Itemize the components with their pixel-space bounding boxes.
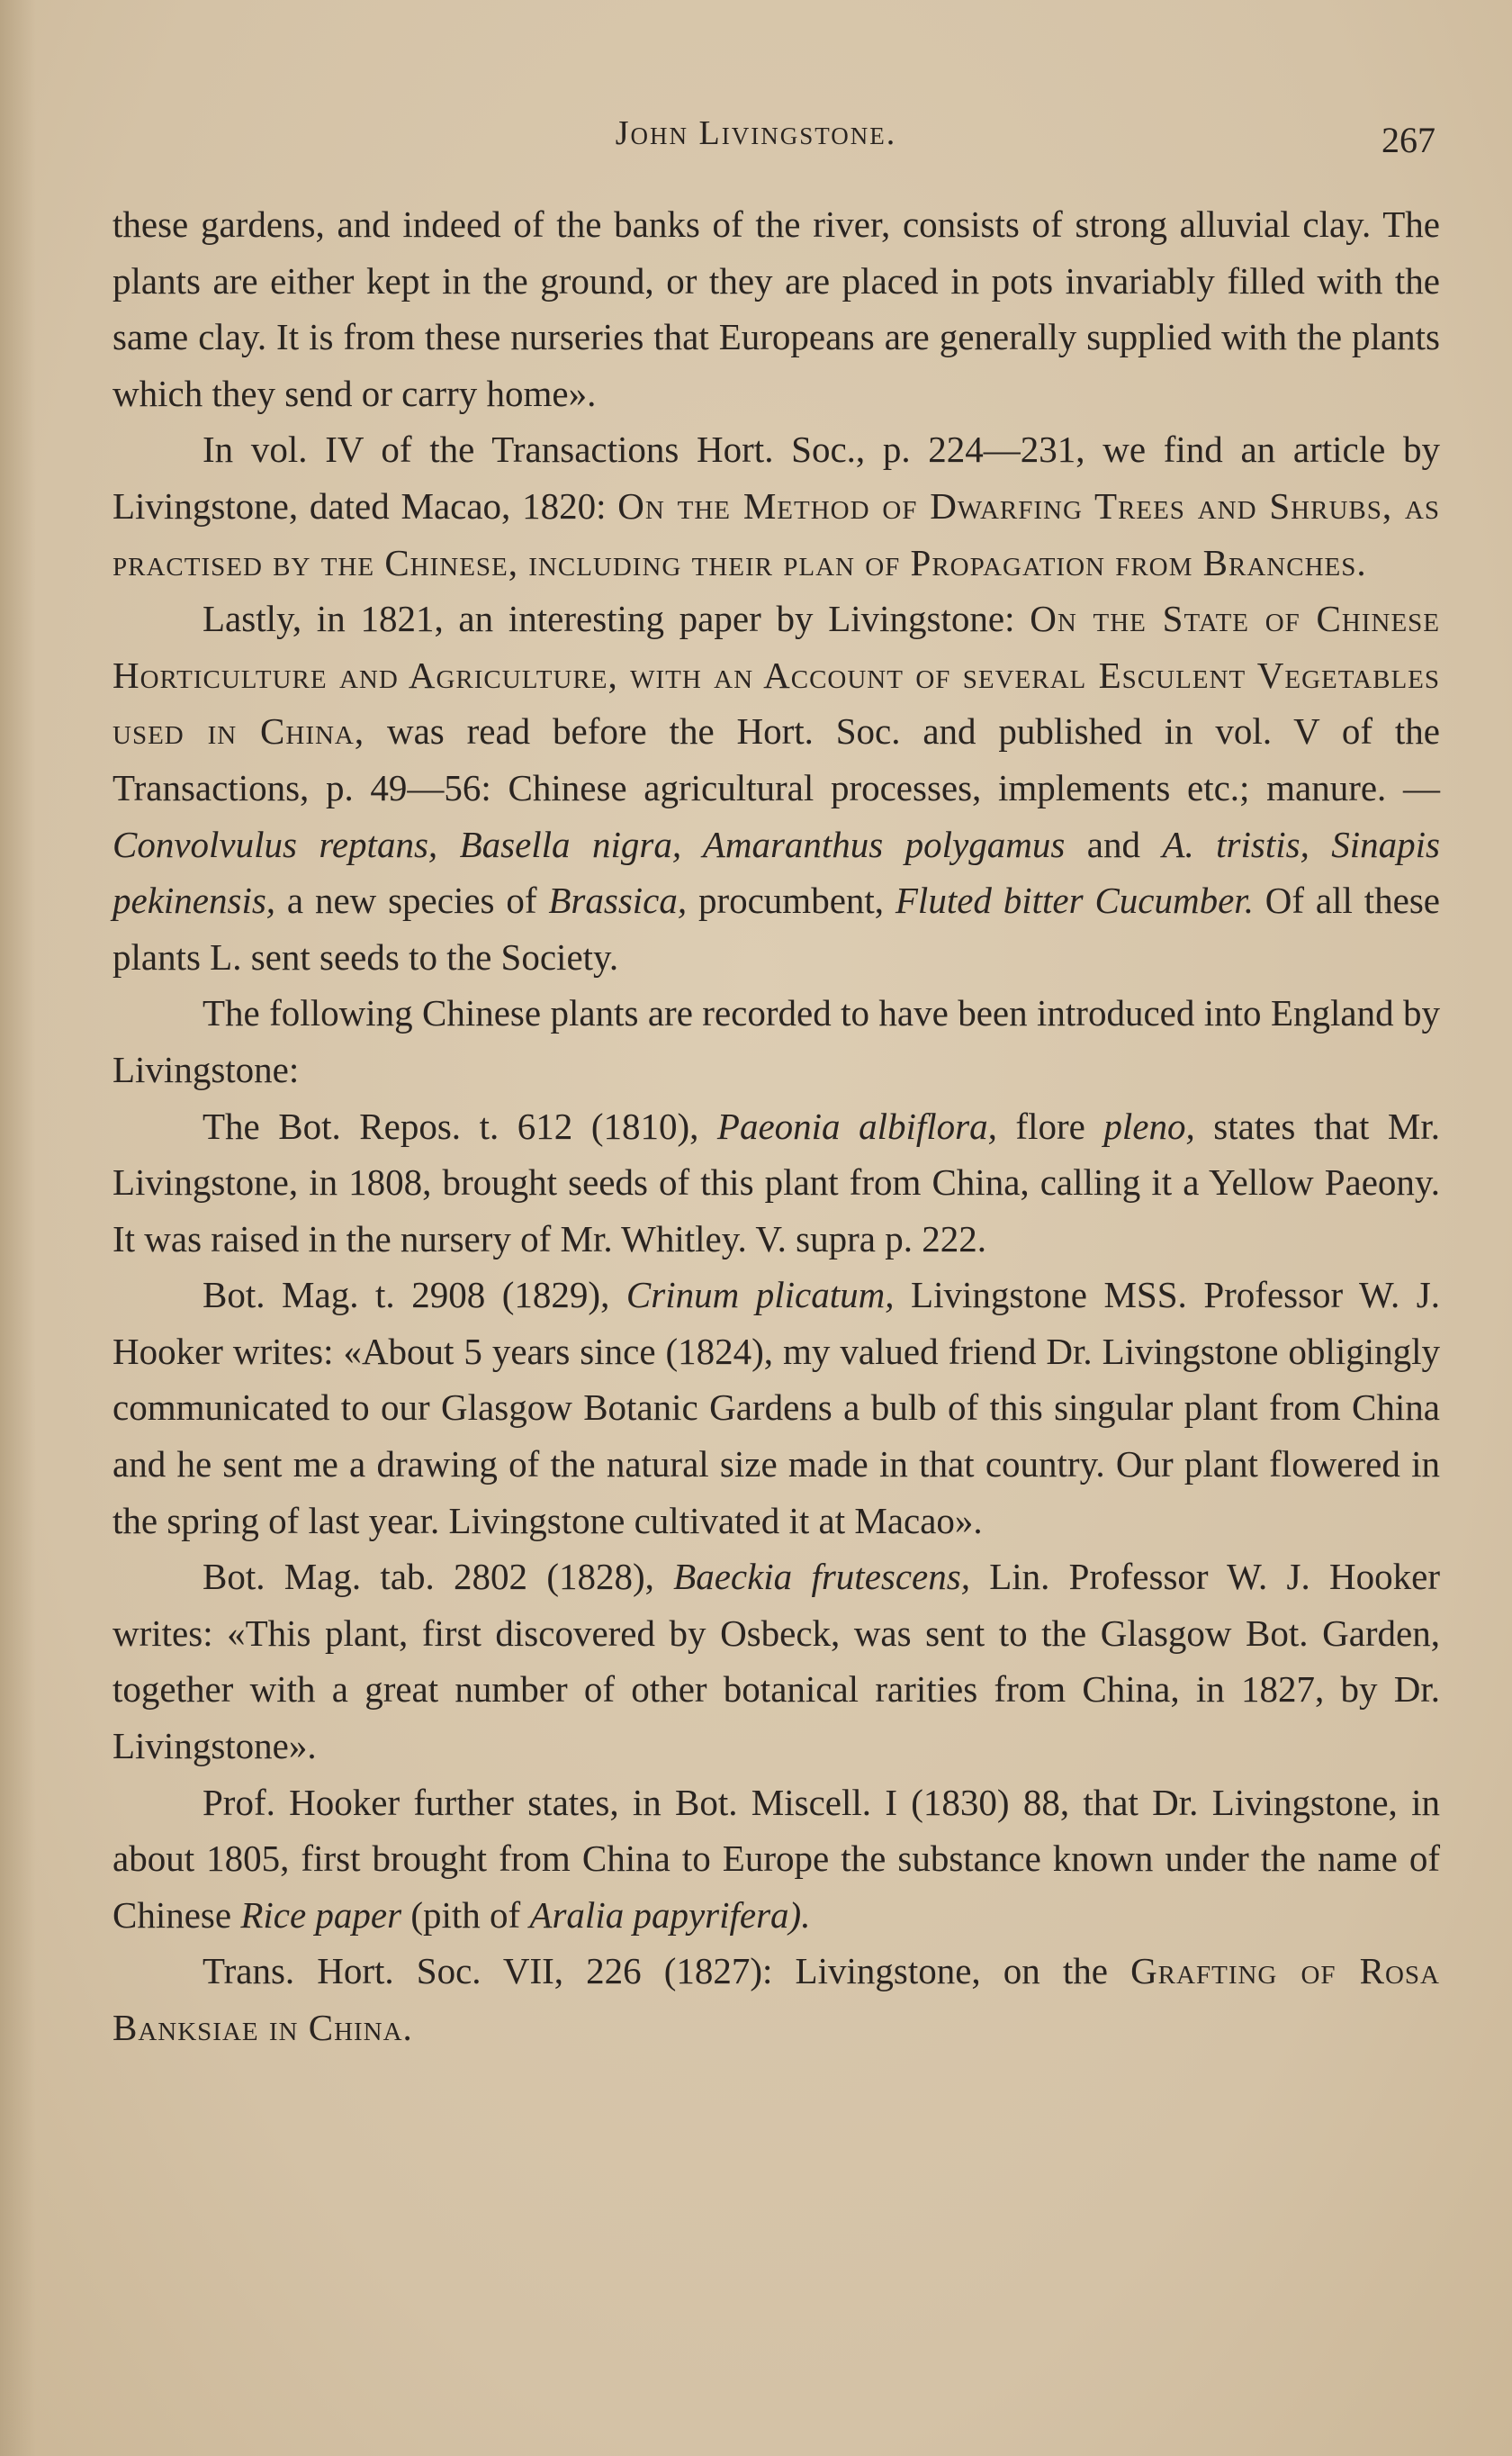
paragraph-chinese-horticulture bbox=[112, 591, 1440, 985]
paragraph-text: In vol. IV of the Transactions Hort. Soc., p. 224—231, we find an article by Livingstone, dated Macao, 1820: bbox=[112, 429, 1440, 527]
page-gutter-shadow bbox=[0, 0, 36, 2456]
paragraph-text: The Bot. Repos. t. 612 (1810), bbox=[202, 1105, 717, 1147]
paragraph-paeonia bbox=[112, 1098, 1440, 1268]
paragraph-text: these gardens, and indeed of the banks of the river, consists of strong alluvial clay. The plants are either kept in the ground, or they are placed in pots invariably filled with the same clay. It is from these nurseries that Europeans are generally supplied with the plants which they send or carry home». bbox=[112, 203, 1440, 414]
paragraph-text: Lin. Professor W. J. Hooker writes: «This plant, first discovered by Osbeck, was sent to the Glasgow Bot. Garden, together with a great number of other botanical rarities from China, in 1827, by Dr. Livingstone». bbox=[112, 1556, 1440, 1767]
paragraph-grafting bbox=[112, 1943, 1440, 2055]
paragraph-text: The following Chinese plants are recorded to have been introduced into England by Livingstone: bbox=[112, 992, 1440, 1090]
paragraph-text: Prof. Hooker further states, in Bot. Miscell. I (1830) 88, that Dr. Livingstone, in about 1805, first brought from China to Europe the substance known under the name of Chinese bbox=[112, 1781, 1440, 1936]
page-number: 267 bbox=[1382, 120, 1436, 160]
paragraph-rice-paper bbox=[112, 1774, 1440, 1944]
paragraph-text: and bbox=[1065, 823, 1163, 865]
paragraph-continued bbox=[112, 196, 1440, 421]
species-name: pleno, bbox=[1103, 1105, 1195, 1147]
paragraph-text: was read before the Hort. Soc. and published in vol. V of the Transactions, p. 49—56: Chinese agricultural processes, implements etc.; manure. — bbox=[112, 710, 1440, 808]
paragraph-text: Bot. Mag. t. 2908 (1829), bbox=[202, 1274, 626, 1316]
page-body bbox=[112, 196, 1440, 2056]
paragraph-text: procumbent, bbox=[687, 880, 896, 922]
paragraph-text: Livingstone MSS. Professor W. J. Hooker writes: «About 5 years since (1824), my valued friend Dr. Livingstone obligingly communicated to our Glasgow Botanic Gardens a bulb of this singular plant from China and he sent me a drawing of the natural size made in that country. Our plant flowered in the spring of last year. Livingstone cultivated it at Macao». bbox=[112, 1274, 1440, 1541]
paragraph-text: Trans. Hort. Soc. VII, 226 (1827): Livingstone, on the bbox=[202, 1950, 1131, 1992]
article-title: On the State of Chinese Horticulture and Agriculture, with an Account of several Esculent Vegetables used in China, bbox=[112, 598, 1441, 753]
paragraph-text: Bot. Mag. tab. 2802 (1828), bbox=[202, 1556, 674, 1598]
paragraph-text: Lastly, in 1821, an interesting paper by Livingstone: bbox=[202, 598, 1030, 640]
paragraph-text: (pith of bbox=[401, 1893, 530, 1936]
paragraph-text: states that Mr. Livingstone, in 1808, brought seeds of this plant from China, calling it a Yellow Paeony. It was raised in the nursery of Mr. Whitley. V. supra p. 222. bbox=[112, 1105, 1440, 1260]
species-name: Paeonia albiflora, bbox=[716, 1105, 997, 1147]
species-name: Aralia papyrifera). bbox=[529, 1893, 811, 1936]
species-name: Baeckia frutescens, bbox=[673, 1556, 970, 1598]
article-title: On the Method of Dwarfing Trees and Shrubs, as practised by the Chinese, including their plan of Propagation from Branches. bbox=[112, 484, 1440, 583]
paragraph-text: a new species of bbox=[275, 880, 549, 922]
article-title: Grafting of Rosa Banksiae in China. bbox=[112, 1950, 1440, 2048]
species-name: A. tristis, Sinapis pekinensis, bbox=[112, 823, 1441, 922]
species-name: Brassica, bbox=[548, 880, 688, 922]
paragraph-crinum bbox=[112, 1267, 1440, 1549]
paragraph-text: Of all these plants L. sent seeds to the Society. bbox=[112, 880, 1440, 978]
running-head: John Livingstone. bbox=[615, 114, 897, 152]
page-header bbox=[0, 106, 1512, 169]
species-name: Convolvulus reptans, Basella nigra, Amaranthus polygamus bbox=[112, 823, 1066, 865]
paragraph-introduced-plants bbox=[112, 985, 1440, 1097]
paragraph-baeckia bbox=[112, 1549, 1440, 1774]
species-name: Fluted bitter Cucumber. bbox=[895, 880, 1254, 922]
paragraph-dwarfing-trees bbox=[112, 421, 1440, 591]
species-name: Rice paper bbox=[240, 1893, 402, 1936]
paragraph-text: flore bbox=[996, 1105, 1104, 1147]
species-name: Crinum plicatum, bbox=[626, 1274, 895, 1316]
